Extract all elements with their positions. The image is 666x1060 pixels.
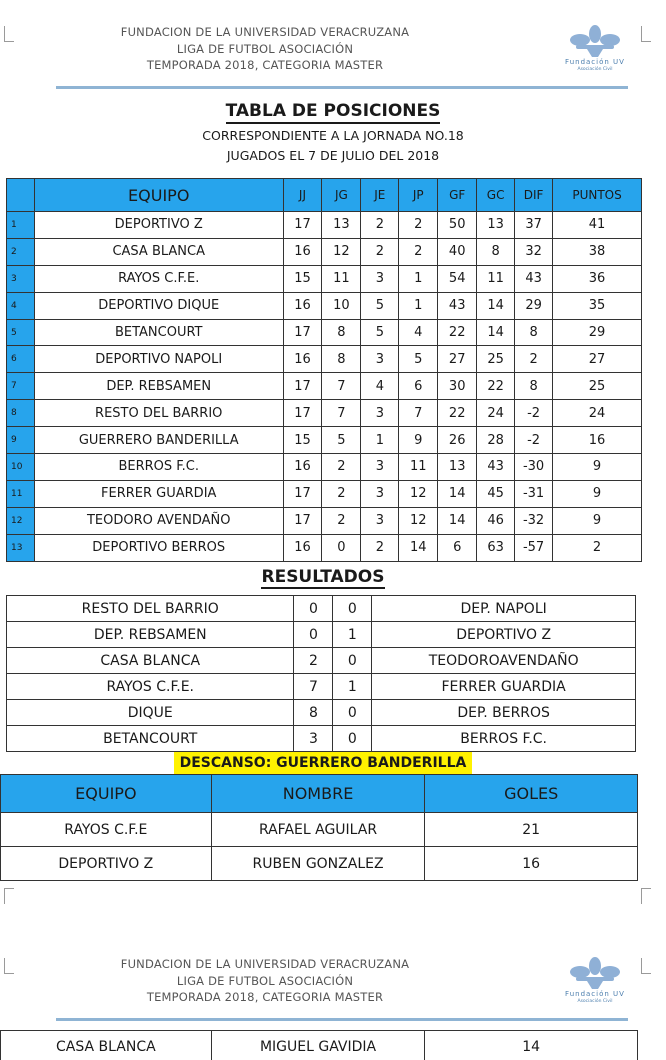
- played-cell: 17: [283, 480, 322, 507]
- header-rule: [56, 86, 628, 89]
- team-cell: TEODORO AVENDAÑO: [34, 507, 283, 534]
- drawn-cell: 3: [361, 454, 399, 481]
- goals-against-cell: 14: [477, 292, 515, 319]
- scorer-name-cell: RUBEN GONZALEZ: [211, 847, 425, 881]
- won-cell: 2: [322, 507, 361, 534]
- goals-against-cell: 63: [477, 534, 515, 561]
- played-cell: 16: [283, 454, 322, 481]
- lost-cell: 12: [399, 507, 438, 534]
- page2-header-lines: [60, 956, 470, 1006]
- scorer-row: [1, 813, 638, 847]
- played-cell: 17: [283, 507, 322, 534]
- goals-against-cell: 8: [477, 238, 515, 265]
- home-team-cell: DIQUE: [7, 700, 294, 726]
- goals-for-cell: 43: [438, 292, 477, 319]
- points-cell: 36: [553, 265, 642, 292]
- drawn-cell: 2: [361, 238, 399, 265]
- team-cell: DEP. REBSAMEN: [34, 373, 283, 400]
- scorer-goals-cell: 14: [425, 1031, 638, 1060]
- position-cell: 12: [7, 507, 35, 534]
- page-header: [0, 24, 666, 86]
- team-cell: GUERRERO BANDERILLA: [34, 427, 283, 454]
- scorer-row: [1, 847, 638, 881]
- team-cell: BETANCOURT: [34, 319, 283, 346]
- position-cell: 2: [7, 238, 35, 265]
- difference-cell: -2: [515, 400, 553, 427]
- result-row: [7, 596, 636, 622]
- points-cell: 27: [553, 346, 642, 373]
- away-team-cell: DEP. BERROS: [372, 700, 636, 726]
- logo-subtitle: Asociación Civil: [577, 67, 613, 72]
- home-score-cell: 3: [294, 726, 333, 752]
- difference-cell: 43: [515, 265, 553, 292]
- goals-for-cell: 22: [438, 400, 477, 427]
- standings-row: [7, 427, 642, 454]
- header-lines: [60, 24, 470, 74]
- position-cell: 13: [7, 534, 35, 561]
- standings-header-number: [7, 179, 35, 212]
- goals-for-cell: 50: [438, 212, 477, 239]
- away-score-cell: 0: [333, 700, 372, 726]
- standings-row: [7, 292, 642, 319]
- scorers-table: [0, 774, 638, 881]
- difference-cell: -30: [515, 454, 553, 481]
- position-cell: 8: [7, 400, 35, 427]
- won-cell: 11: [322, 265, 361, 292]
- played-cell: 16: [283, 292, 322, 319]
- won-cell: 8: [322, 319, 361, 346]
- drawn-cell: 3: [361, 400, 399, 427]
- goals-for-cell: 14: [438, 507, 477, 534]
- scorers-header-team: EQUIPO: [1, 775, 212, 813]
- results-table: [6, 595, 636, 752]
- standings-row: [7, 400, 642, 427]
- goals-against-cell: 24: [477, 400, 515, 427]
- away-team-cell: DEP. NAPOLI: [372, 596, 636, 622]
- standings-header-goals-against: GC: [477, 179, 515, 212]
- away-team-cell: BERROS F.C.: [372, 726, 636, 752]
- goals-for-cell: 6: [438, 534, 477, 561]
- lost-cell: 12: [399, 480, 438, 507]
- goals-for-cell: 27: [438, 346, 477, 373]
- scorer-row: [1, 1031, 638, 1060]
- page2-header-line-foundation: FUNDACION DE LA UNIVERSIDAD VERACRUZANA: [120, 957, 410, 971]
- standings-row: [7, 507, 642, 534]
- page-title-text: TABLA DE POSICIONES: [226, 101, 441, 124]
- points-cell: 41: [553, 212, 642, 239]
- page2-header-line-league: LIGA DE FUTBOL ASOCIACIÓN: [176, 973, 354, 988]
- team-cell: CASA BLANCA: [34, 238, 283, 265]
- played-cell: 15: [283, 265, 322, 292]
- corner-mark-bottom-left: [4, 888, 14, 904]
- team-cell: DEPORTIVO NAPOLI: [34, 346, 283, 373]
- lost-cell: 11: [399, 454, 438, 481]
- points-cell: 9: [553, 454, 642, 481]
- position-cell: 3: [7, 265, 35, 292]
- scorer-goals-cell: 16: [425, 847, 638, 881]
- fundacion-uv-logo: [554, 24, 636, 80]
- drawn-cell: 5: [361, 292, 399, 319]
- drawn-cell: 3: [361, 480, 399, 507]
- goals-against-cell: 45: [477, 480, 515, 507]
- goals-against-cell: 28: [477, 427, 515, 454]
- goals-for-cell: 54: [438, 265, 477, 292]
- page2-header: [0, 956, 666, 1018]
- header-line-league: LIGA DE FUTBOL ASOCIACIÓN: [176, 41, 354, 56]
- standings-row: [7, 534, 642, 561]
- team-cell: DEPORTIVO DIQUE: [34, 292, 283, 319]
- difference-cell: -31: [515, 480, 553, 507]
- away-team-cell: TEODOROAVENDAÑO: [372, 648, 636, 674]
- lost-cell: 2: [399, 238, 438, 265]
- position-cell: 7: [7, 373, 35, 400]
- home-score-cell: 0: [294, 596, 333, 622]
- drawn-cell: 4: [361, 373, 399, 400]
- won-cell: 2: [322, 480, 361, 507]
- logo-name: Fundación UV: [565, 58, 625, 66]
- home-team-cell: CASA BLANCA: [7, 648, 294, 674]
- lost-cell: 5: [399, 346, 438, 373]
- team-cell: FERRER GUARDIA: [34, 480, 283, 507]
- standings-row: [7, 238, 642, 265]
- subtitle-date: JUGADOS EL 7 DE JULIO DEL 2018: [226, 148, 440, 163]
- goals-against-cell: 46: [477, 507, 515, 534]
- lost-cell: 4: [399, 319, 438, 346]
- points-cell: 29: [553, 319, 642, 346]
- position-cell: 9: [7, 427, 35, 454]
- away-score-cell: 1: [333, 622, 372, 648]
- points-cell: 35: [553, 292, 642, 319]
- standings-row: [7, 480, 642, 507]
- header-line-foundation: FUNDACION DE LA UNIVERSIDAD VERACRUZANA: [120, 25, 410, 39]
- lost-cell: 9: [399, 427, 438, 454]
- away-score-cell: 0: [333, 726, 372, 752]
- team-cell: BERROS F.C.: [34, 454, 283, 481]
- won-cell: 7: [322, 400, 361, 427]
- position-cell: 4: [7, 292, 35, 319]
- drawn-cell: 5: [361, 319, 399, 346]
- goals-against-cell: 11: [477, 265, 515, 292]
- home-team-cell: BETANCOURT: [7, 726, 294, 752]
- won-cell: 8: [322, 346, 361, 373]
- drawn-cell: 2: [361, 212, 399, 239]
- goals-for-cell: 30: [438, 373, 477, 400]
- goals-against-cell: 14: [477, 319, 515, 346]
- won-cell: 10: [322, 292, 361, 319]
- results-body: [7, 596, 636, 752]
- standings-body: [7, 212, 642, 562]
- result-row: [7, 648, 636, 674]
- scorer-team-cell: CASA BLANCA: [1, 1031, 212, 1060]
- standings-row: [7, 454, 642, 481]
- lost-cell: 1: [399, 292, 438, 319]
- home-team-cell: RAYOS C.F.E.: [7, 674, 294, 700]
- scorer-team-cell: RAYOS C.F.E: [1, 813, 212, 847]
- position-cell: 1: [7, 212, 35, 239]
- difference-cell: -32: [515, 507, 553, 534]
- points-cell: 24: [553, 400, 642, 427]
- goals-against-cell: 22: [477, 373, 515, 400]
- drawn-cell: 2: [361, 534, 399, 561]
- drawn-cell: 3: [361, 265, 399, 292]
- scorers-continued-body: [1, 1031, 638, 1060]
- difference-cell: 32: [515, 238, 553, 265]
- played-cell: 17: [283, 400, 322, 427]
- difference-cell: -2: [515, 427, 553, 454]
- position-cell: 6: [7, 346, 35, 373]
- scorer-goals-cell: 21: [425, 813, 638, 847]
- standings-header-played: JJ: [283, 179, 322, 212]
- points-cell: 9: [553, 507, 642, 534]
- won-cell: 0: [322, 534, 361, 561]
- goals-against-cell: 43: [477, 454, 515, 481]
- points-cell: 9: [553, 480, 642, 507]
- standings-row: [7, 319, 642, 346]
- team-cell: RESTO DEL BARRIO: [34, 400, 283, 427]
- played-cell: 15: [283, 427, 322, 454]
- page2-logo-name: Fundación UV: [565, 990, 625, 998]
- points-cell: 38: [553, 238, 642, 265]
- points-cell: 16: [553, 427, 642, 454]
- points-cell: 25: [553, 373, 642, 400]
- scorer-team-cell: DEPORTIVO Z: [1, 847, 212, 881]
- page-title: [0, 101, 666, 121]
- played-cell: 17: [283, 212, 322, 239]
- position-cell: 10: [7, 454, 35, 481]
- page2-logo-subtitle: Asociación Civil: [577, 999, 613, 1004]
- won-cell: 12: [322, 238, 361, 265]
- lost-cell: 7: [399, 400, 438, 427]
- difference-cell: 8: [515, 373, 553, 400]
- home-score-cell: 2: [294, 648, 333, 674]
- played-cell: 16: [283, 534, 322, 561]
- played-cell: 16: [283, 238, 322, 265]
- standings-header-goals-for: GF: [438, 179, 477, 212]
- team-cell: DEPORTIVO BERROS: [34, 534, 283, 561]
- goals-against-cell: 13: [477, 212, 515, 239]
- result-row: [7, 674, 636, 700]
- result-row: [7, 700, 636, 726]
- corner-mark-bottom-right: [641, 888, 651, 904]
- won-cell: 13: [322, 212, 361, 239]
- won-cell: 2: [322, 454, 361, 481]
- standings-header-team: EQUIPO: [34, 179, 283, 212]
- goals-for-cell: 40: [438, 238, 477, 265]
- subtitle-round: CORRESPONDIENTE A LA JORNADA NO.18: [202, 128, 464, 143]
- standings-header-difference: DIF: [515, 179, 553, 212]
- won-cell: 5: [322, 427, 361, 454]
- difference-cell: -57: [515, 534, 553, 561]
- page2-header-line-season: TEMPORADA 2018, CATEGORIA MASTER: [146, 990, 384, 1004]
- lost-cell: 2: [399, 212, 438, 239]
- standings-row: [7, 265, 642, 292]
- away-score-cell: 0: [333, 596, 372, 622]
- scorers-header-name: NOMBRE: [211, 775, 425, 813]
- difference-cell: 37: [515, 212, 553, 239]
- page2-header-rule: [56, 1018, 628, 1021]
- drawn-cell: 3: [361, 346, 399, 373]
- goals-for-cell: 22: [438, 319, 477, 346]
- won-cell: 7: [322, 373, 361, 400]
- standings-table: [6, 178, 642, 562]
- scorers-body: [1, 813, 638, 881]
- standings-header-won: JG: [322, 179, 361, 212]
- difference-cell: 2: [515, 346, 553, 373]
- standings-row: [7, 373, 642, 400]
- away-score-cell: 1: [333, 674, 372, 700]
- away-score-cell: 0: [333, 648, 372, 674]
- away-team-cell: FERRER GUARDIA: [372, 674, 636, 700]
- difference-cell: 29: [515, 292, 553, 319]
- away-team-cell: DEPORTIVO Z: [372, 622, 636, 648]
- standings-header-drawn: JE: [361, 179, 399, 212]
- standings-header-points: PUNTOS: [553, 179, 642, 212]
- goals-against-cell: 25: [477, 346, 515, 373]
- difference-cell: 8: [515, 319, 553, 346]
- rest-team-banner: DESCANSO: GUERRERO BANDERILLA: [174, 752, 472, 774]
- lost-cell: 6: [399, 373, 438, 400]
- goals-for-cell: 14: [438, 480, 477, 507]
- scorers-header-goals: GOLES: [425, 775, 638, 813]
- goals-for-cell: 13: [438, 454, 477, 481]
- lost-cell: 14: [399, 534, 438, 561]
- result-row: [7, 726, 636, 752]
- result-row: [7, 622, 636, 648]
- standings-header-row: [7, 179, 642, 212]
- header-line-season: TEMPORADA 2018, CATEGORIA MASTER: [146, 58, 384, 72]
- standings-row: [7, 346, 642, 373]
- home-team-cell: DEP. REBSAMEN: [7, 622, 294, 648]
- goals-for-cell: 26: [438, 427, 477, 454]
- results-title-text: RESULTADOS: [261, 567, 385, 587]
- results-title: [0, 567, 646, 587]
- scorers-table-continued: [0, 1030, 638, 1060]
- played-cell: 17: [283, 319, 322, 346]
- page2-fundacion-uv-logo: [554, 956, 636, 1012]
- home-score-cell: 8: [294, 700, 333, 726]
- scorer-name-cell: MIGUEL GAVIDIA: [211, 1031, 425, 1060]
- played-cell: 16: [283, 346, 322, 373]
- scorer-name-cell: RAFAEL AGUILAR: [211, 813, 425, 847]
- lost-cell: 1: [399, 265, 438, 292]
- team-cell: DEPORTIVO Z: [34, 212, 283, 239]
- standings-row: [7, 212, 642, 239]
- home-score-cell: 7: [294, 674, 333, 700]
- scorers-header-row: [1, 775, 638, 813]
- home-team-cell: RESTO DEL BARRIO: [7, 596, 294, 622]
- played-cell: 17: [283, 373, 322, 400]
- standings-header-lost: JP: [399, 179, 438, 212]
- drawn-cell: 3: [361, 507, 399, 534]
- team-cell: RAYOS C.F.E.: [34, 265, 283, 292]
- points-cell: 2: [553, 534, 642, 561]
- position-cell: 11: [7, 480, 35, 507]
- position-cell: 5: [7, 319, 35, 346]
- home-score-cell: 0: [294, 622, 333, 648]
- drawn-cell: 1: [361, 427, 399, 454]
